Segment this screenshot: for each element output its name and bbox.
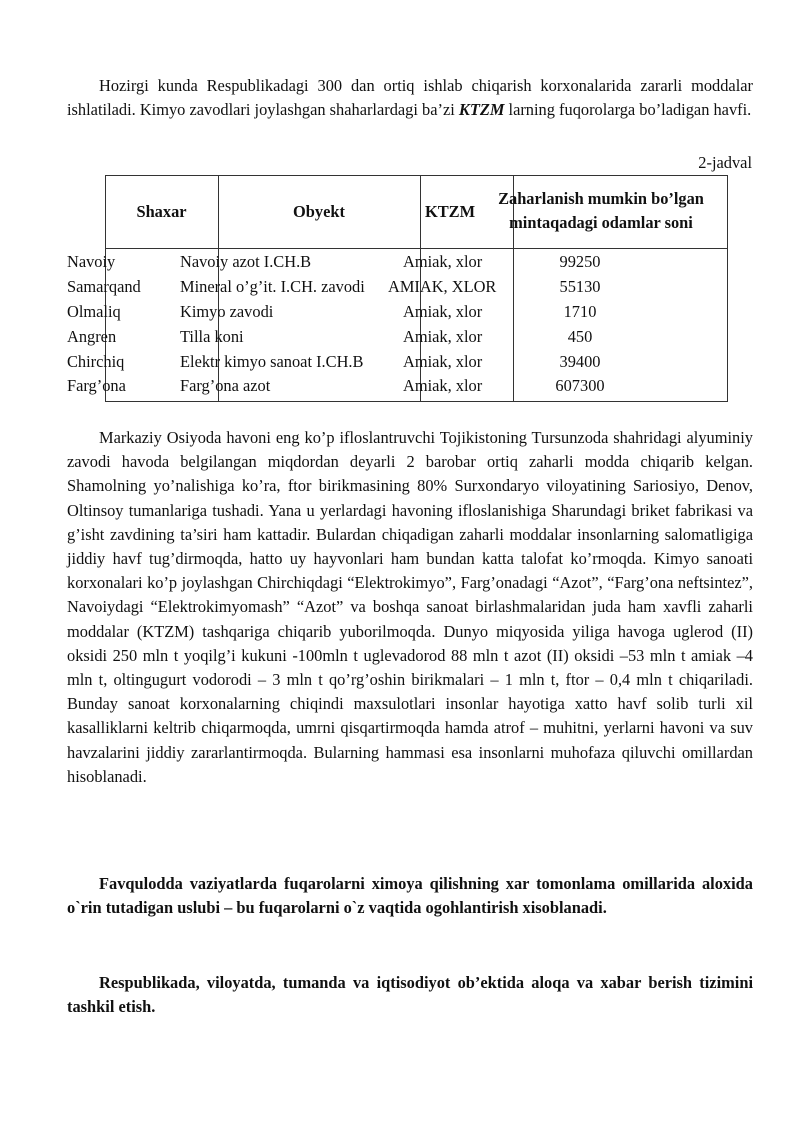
cell-object: Tilla koni <box>180 327 244 346</box>
cell-city: Samarqand <box>67 277 141 296</box>
cell-population: 39400 <box>559 352 601 371</box>
cell-population: 99250 <box>559 252 601 271</box>
cell-ktzm: Amiak, xlor <box>403 252 483 271</box>
cell-ktzm: Amiak, xlor <box>403 376 483 395</box>
cell-city: Olmaliq <box>67 302 121 321</box>
cell-object: Farg’ona azot <box>180 376 271 395</box>
intro-term: KTZM <box>458 100 505 120</box>
cell-population: 55130 <box>559 277 601 296</box>
cell-city: Farg’ona <box>67 376 126 395</box>
table-border-bottom <box>105 401 727 402</box>
intro-text: Hozirgi kunda Respublikadagi 300 dan ortiq ishlab chiqarish korxonalarida zararli moddalar ishlatiladi. Kimyo zavodlari joylashgan shaharlardagi ba’zi <box>67 76 753 120</box>
cell-object: Navoiy azot I.CH.B <box>180 252 312 271</box>
data-table <box>67 173 753 403</box>
cell-ktzm: Amiak, xlor <box>403 327 483 346</box>
cell-ktzm: AMIAK, XLOR <box>388 277 497 296</box>
cell-population: 1710 <box>563 302 597 321</box>
cell-object: Mineral o’g’it. I.CH. zavodi <box>180 277 365 296</box>
cell-city: Chirchiq <box>67 352 125 371</box>
header-population: Zaharlanish mumkin bo’lgan mintaqadagi odamlar soni <box>498 188 704 232</box>
table-border-right <box>727 175 728 402</box>
intro-text-end: larning fuqorolarga bo’ladigan havfi. <box>504 100 752 120</box>
header-object: Obyekt <box>293 202 345 221</box>
cell-population: 450 <box>567 327 593 346</box>
cell-city: Navoiy <box>67 252 116 271</box>
cell-object: Kimyo zavodi <box>180 302 274 321</box>
header-city: Shaxar <box>136 202 187 221</box>
header-ktzm: KTZM <box>424 202 476 221</box>
bold-paragraph-warning: Favqulodda vaziyatlarda fuqarolarni ximoya qilishning xar tomonlama omillarida aloxida o`rin tutadigan uslubi – bu fuqarolarni o`z vaqtida ogohlantirish xisoblanadi. <box>67 874 753 918</box>
cell-object: Elektr kimyo sanoat I.CH.B <box>180 352 364 371</box>
cell-ktzm: Amiak, xlor <box>403 302 483 321</box>
cell-ktzm: Amiak, xlor <box>403 352 483 371</box>
cell-population: 607300 <box>555 376 605 395</box>
intro-paragraph <box>67 74 753 122</box>
main-paragraph: Markaziy Osiyoda havoni eng ko’p ifloslantruvchi Tojikistoning Tursunzoda shahridagi alyuminiy zavodi havoda belgilangan miqdordan deyarli 2 barobar ortiq zaharli modda chiqarib kelgan. Shamolning yo’nalishiga ko’ra, ftor birikmasining 80% Surxondaryo viloyatining Sariosiyo, Denov, Oltinsoy tumanlariga tushadi. Yana u yerlardagi havoning ifloslanishiga Sharundagi briket fabrikasi va g’isht zavdining ta’siri ham kattadir. Bulardan chiqadigan zaharli moddalar insonlarning salomatligiga jiddiy havf tug’dirmoqda, hatto uy hayvonlari ham bundan katta talofat ko’rmoqda. Kimyo sanoati korxonalari ko’p joylashgan Chirchiqdagi “Elektrokimyo”, Farg’onadagi “Azot”, “Farg’ona neftsintez”, Navoiydagi “Elektrokimyomash” “Azot” va boshqa sanoat birlashmalaridan juda ham xavfli zaharli moddalar (KTZM) tashqariga chiqarib yuborilmoqda. Dunyo miqyosida yiliga havoga uglerod (II) oksidi 250 mln t yoqilg’i kukuni -100mln t uglevadorod 88 mln t azot (II) oksidi –53 mln t amiak –4 mln t, oltingugurt vodorodi – 3 mln t qo’rg’oshin birikmalari – 1 mln t, ftor – 0,4 mln t chiqariladi. Bunday sanoat korxonalarning chiqindi maxsulotlari insonlar hayotiga xatto havf solib turli xil kasalliklarni keltrib chiqarmoqda, umrni qisqartirmoqda hamda atrof – muhitni, yerlarni havoni va suv havzalarini jiddiy zararlantirmoqda. Bularning hammasi esa insonlarni muhofaza qiluvchi omillardan hisoblanadi. <box>67 428 753 786</box>
table-caption: 2-jadval <box>698 153 752 172</box>
bold-paragraph-system: Respublikada, viloyatda, tumanda va iqtisodiyot ob’ektida aloqa va xabar berish tizimini tashkil etish. <box>67 973 753 1017</box>
cell-city: Angren <box>67 327 117 346</box>
